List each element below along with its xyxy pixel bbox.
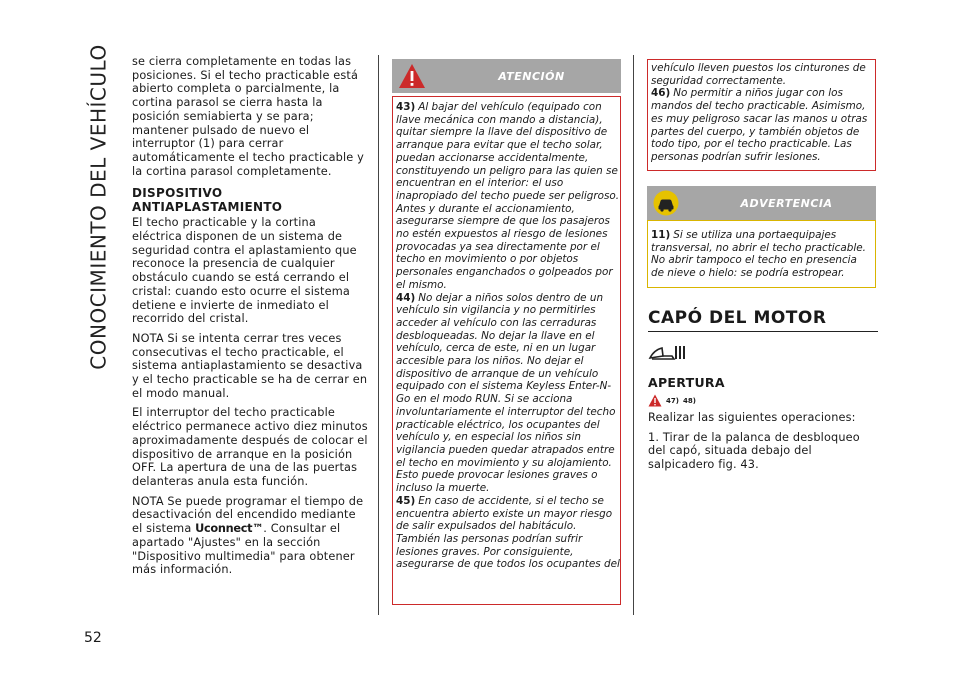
apertura-heading: APERTURA: [648, 375, 725, 390]
page-number: 52: [84, 630, 102, 646]
attention-text-continued: [651, 62, 873, 164]
warning-text: 11) Si se utiliza una portaequipajes transversal, no abrir el techo practicable. No abrir tampoco el techo en presencia de nieve o hielo: se podría estropear.: [651, 229, 866, 280]
hood-open-icon: [648, 342, 686, 362]
warning-banner: [647, 186, 876, 220]
warning-triangle-icon: [648, 394, 662, 407]
heading-line-2: ANTIAPLASTAMIENTO: [132, 200, 283, 215]
attention-item: 43) Al bajar del vehículo (equipado con llave mecánica con mando a distancia), quitar siempre la llave del dispositivo de arranque para evitar que el techo solar, puedan accionarse accidentalmente, constituyendo un peligro para las quien se encuentran en el interior: el uso inapropiado del techo puede ser peligroso. Antes y durante el accionamiento, asegurarse siempre de que los pasajeros no estén expuestos al riesgo de lesiones provocadas ya sea directamente por el techo en movimiento o por objetos personales enganchados o golpeados por el mismo.: [396, 101, 620, 291]
paragraph-2: NOTA Si se intenta cerrar tres veces consecutivas el techo practicable, el sistema antiaplastamiento se desactiva y el techo practicable se ha de cerrar en el modo manual.: [132, 331, 368, 400]
warning-references: [648, 394, 878, 407]
reference-48: 48): [682, 396, 696, 405]
paragraph-3: El interruptor del techo practicable eléctrico permanece activo diez minutos aproximadamente después de colocar el dispositivo de arranque en la posición OFF. La apertura de una de las puertas delanteras anula esta función.: [132, 406, 368, 488]
column-divider-1: [378, 55, 379, 615]
paragraph-4-start: NOTA Se puede programar el tiempo de desactivación del encendido mediante el sistema: [132, 494, 364, 536]
paragraph-1: El techo practicable y la cortina eléctrica disponen de un sistema de seguridad contra el aplastamiento que reconoce la presencia de cualquier obstáculo cuando se está cerrando el cristal: cuando esto ocurre el sistema detiene e invierte de inmediato el recorrido del cristal.: [132, 216, 357, 326]
section-title-text: CONOCIMIENTO DEL VEHÍCULO: [87, 44, 112, 370]
column-left: [132, 55, 368, 583]
paragraph-4: [132, 495, 368, 577]
warning-triangle-icon: [398, 63, 426, 89]
reference-47: 47): [666, 396, 679, 405]
attention-text: [396, 101, 620, 571]
apertura-paragraph-1: Realizar las siguientes operaciones:: [648, 411, 856, 424]
attention-item: 46) No permitir a niños jugar con los mandos del techo practicable. Asimismo, es muy peligroso sacar las manos u otras partes del cuerpo, y también objetos de todo tipo, por el techo practicable. Las personas podrían sufrir lesiones.: [651, 87, 868, 163]
attention-label: ATENCIÓN: [498, 69, 565, 83]
attention-item: 44) No dejar a niños solos dentro de un vehículo sin vigilancia y no permitirles acceder al vehículo con las cerraduras desbloqueadas. No dejar la llave en el vehículo, cerca de este, ni en un lugar accesible para los niños. No dejar el dispositivo de arranque de un vehículo equipado con el sistema Keyless Enter-N-Go en el modo RUN. Si se acciona involuntariamente el interruptor del techo practicable eléctrico, los ocupantes del vehículo y, en especial los niños sin vigilancia pueden quedar atrapados entre el techo en movimiento y su alojamiento. Esto puede provocar lesiones graves o incluso la muerte.: [396, 291, 616, 495]
attention-banner: [392, 59, 621, 93]
paragraph-4-end: . Consultar el apartado "Ajustes" en la sección "Dispositivo multimedia" para obtener más información.: [132, 522, 355, 577]
section-side-title: [84, 42, 114, 372]
heading-dispositivo: [132, 186, 368, 214]
capo-heading: CAPÓ DEL MOTOR: [648, 308, 878, 332]
warning-label: ADVERTENCIA: [740, 196, 833, 210]
apertura-paragraph-2: 1. Tirar de la palanca de desbloqueo del capó, situada debajo del salpicadero fig. 43.: [648, 430, 860, 472]
intro-paragraph: se cierra completamente en todas las posiciones. Si el techo practicable está abierto completa o parcialmente, la cortina parasol se cierra hasta la posición semiabierta y se para; mantener pulsado de nuevo el interruptor (1) para cerrar automáticamente el techo practicable y la cortina parasol completamente.: [132, 55, 364, 178]
column-right: [648, 308, 878, 478]
attention-item: 45) En caso de accidente, si el techo se encuentra abierto existe un mayor riesgo de salir expulsados del habitáculo. También las personas podrían sufrir lesiones graves. Por consiguiente, asegurarse de que todos los ocupantes del: [396, 494, 620, 571]
attention-continuation: vehículo lleven puestos los cinturones de seguridad correctamente.: [651, 62, 866, 87]
heading-line-1: DISPOSITIVO: [132, 186, 223, 201]
uconnect-brand: Uconnect™: [195, 522, 264, 536]
column-divider-2: [633, 55, 634, 615]
car-damage-icon: [653, 190, 679, 216]
